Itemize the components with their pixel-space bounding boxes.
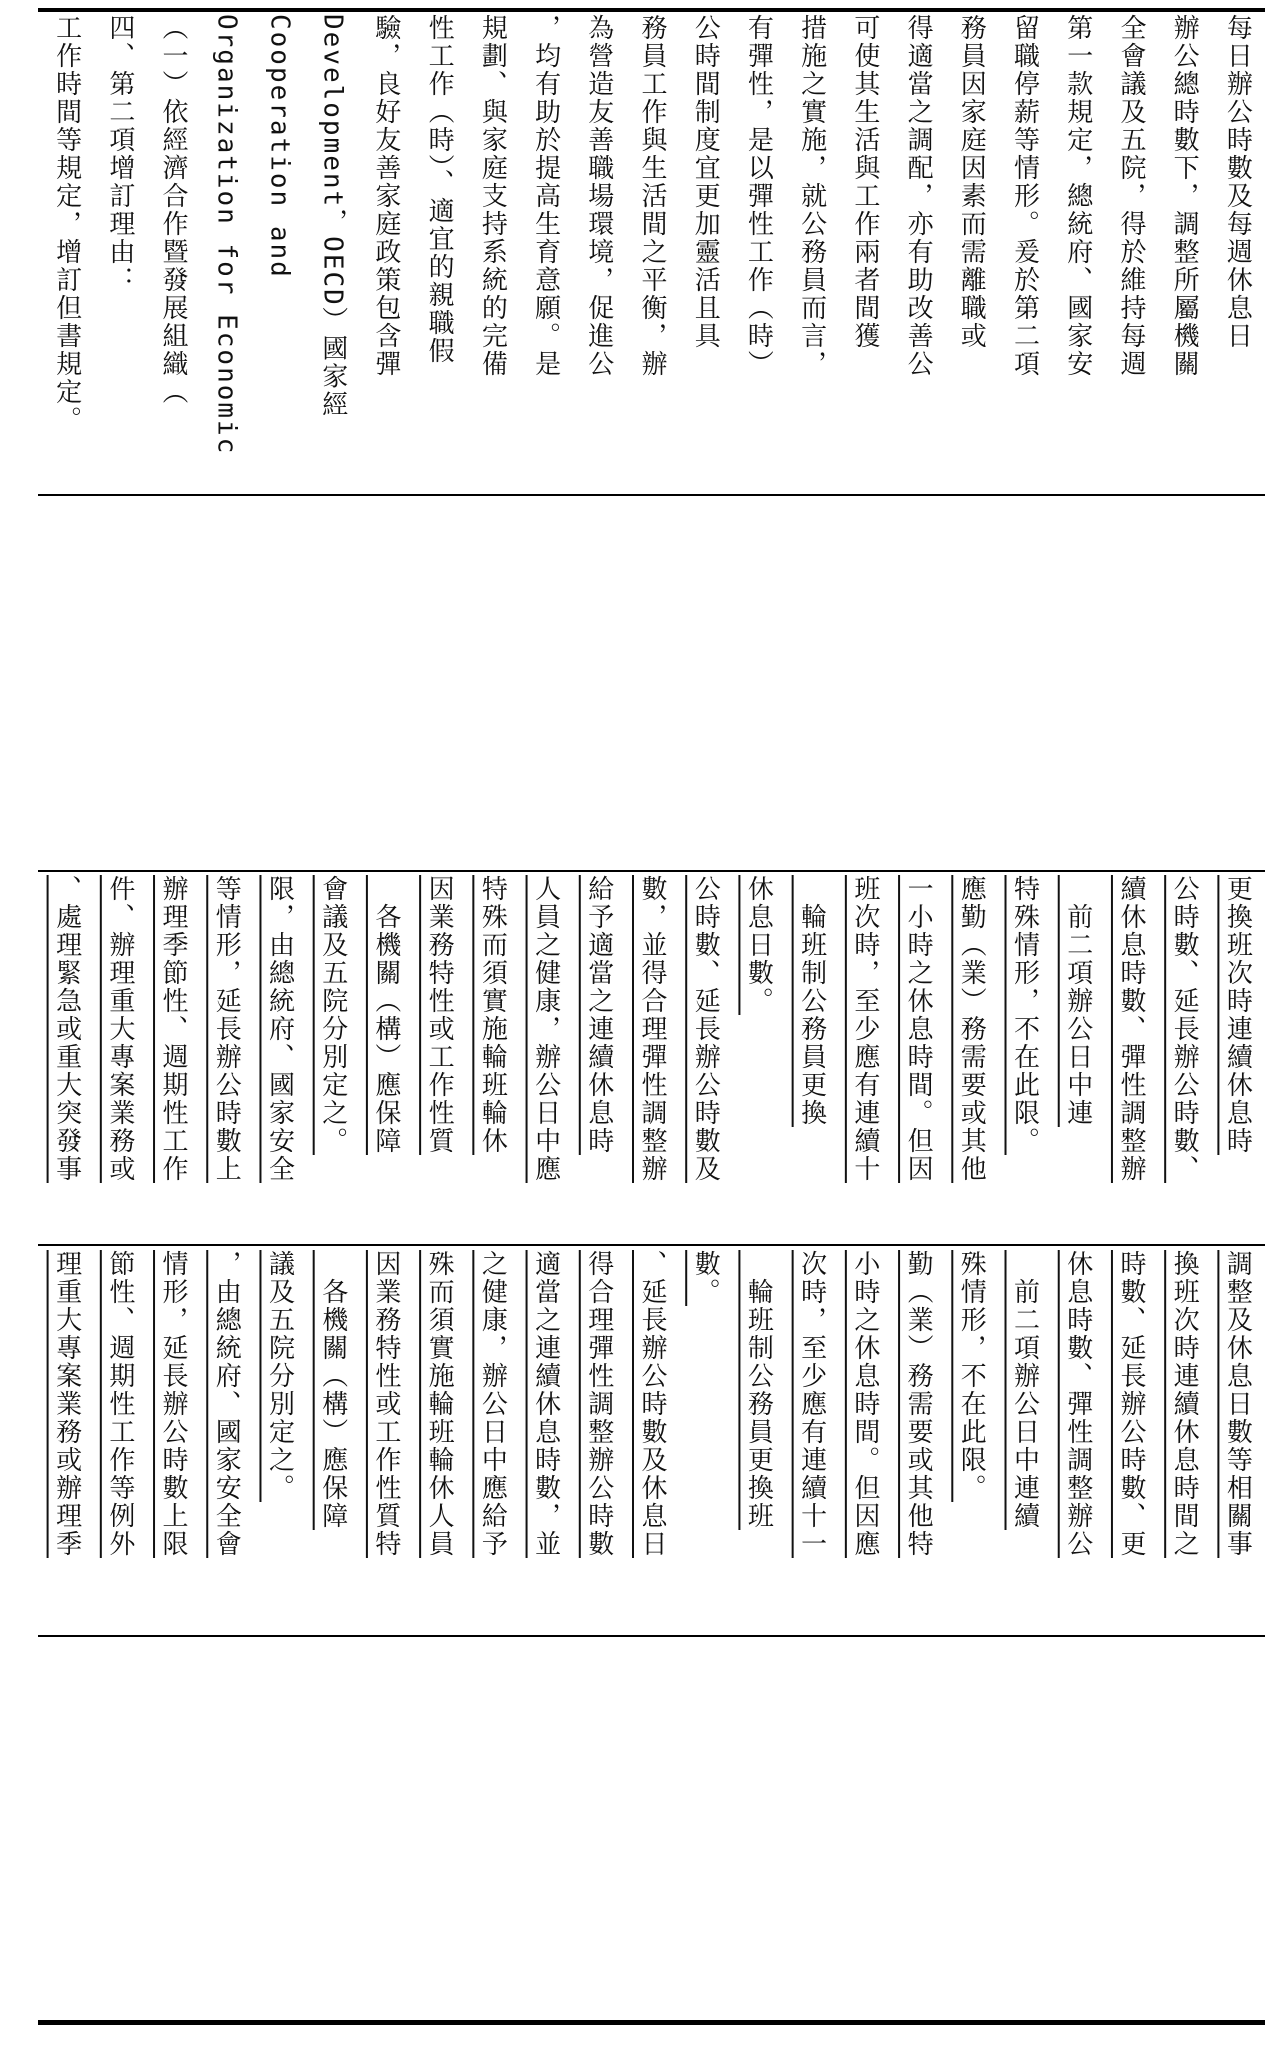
explanation-cell [40, 14, 1264, 490]
text-line: 因業務特性或工作性質 [424, 875, 455, 1155]
text-line: 件、辦理重大專案業務或 [104, 875, 135, 1183]
current-text-cell [40, 1250, 1264, 1632]
text-line: 更換班次時連續休息時 [1222, 875, 1253, 1155]
text-line: 工作時間等規定，增訂但書規定。 [51, 14, 82, 434]
text-line: 各機關（構）應保障 [317, 1250, 348, 1530]
text-line: 第一款規定，總統府、國家安 [1062, 14, 1093, 378]
text-line: 數，並得合理彈性調整辦 [637, 875, 667, 1183]
text-line: 理重大專案業務或辦理季 [51, 1250, 82, 1558]
text-line: 給予適當之連續休息時 [583, 875, 614, 1155]
text-line: 輪班制公務員更換 [796, 875, 827, 1127]
text-line: 人員之健康，辦公日中應 [530, 875, 561, 1183]
text-line: （一）依經濟合作暨發展組織（ [158, 14, 189, 406]
text-line: 因業務特性或工作性質特 [370, 1250, 401, 1558]
text-line: 前二項辦公日中連 [1062, 875, 1093, 1127]
text-line: 、處理緊急或重大突發事 [51, 875, 82, 1183]
text-line: ，均有助於提高生育意願。是 [530, 14, 561, 378]
text-line: 務員工作與生活間之平衡，辦 [637, 14, 667, 378]
section-divider-2 [38, 870, 1265, 872]
text-line: 限，由總統府、國家安全 [264, 875, 295, 1183]
text-line: 輪班制公務員更換班 [743, 1250, 774, 1530]
text-line: 各機關（構）應保障 [370, 875, 401, 1155]
text-line: 之健康，辦公日中應給予 [477, 1250, 508, 1558]
text-line: 應勤（業）務需要或其他 [956, 875, 987, 1183]
text-line: Development，OECD）國家經 [317, 14, 348, 419]
text-line: 情形，延長辦公時數上限 [158, 1250, 189, 1558]
text-line: 前二項辦公日中連續 [1009, 1250, 1040, 1530]
text-line: 會議及五院分別定之。 [317, 875, 348, 1155]
text-line: 有彈性，是以彈性工作（時） [743, 14, 774, 378]
text-line: 性工作（時）、適宜的親職假 [424, 14, 455, 365]
text-line: 措施之實施，就公務員而言， [796, 14, 827, 378]
text-line: 特殊情形，不在此限。 [1009, 875, 1040, 1155]
text-line: 數。 [690, 1250, 721, 1306]
text-line: 每日辦公時數及每週休息日 [1222, 14, 1253, 350]
text-line: 節性、週期性工作等例外 [104, 1250, 135, 1558]
text-line: 公時間制度宜更加靈活且具 [690, 14, 721, 350]
text-line: 殊情形，不在此限。 [956, 1250, 987, 1502]
text-line: 驗，良好友善家庭政策包含彈 [370, 14, 401, 378]
text-line: 次時，至少應有連續十一 [796, 1250, 827, 1558]
text-line: Cooperation and [264, 14, 295, 279]
text-line: 換班次時連續休息時間之 [1169, 1250, 1200, 1558]
text-line: 公時數、延長辦公時數及 [690, 875, 721, 1183]
text-line: 可使其生活與工作兩者間獲 [849, 14, 880, 350]
text-line: 等情形，延長辦公時數上 [211, 875, 242, 1183]
text-line: 辦公總時數下，調整所屬機關 [1169, 14, 1200, 378]
text-line: 休息時數、彈性調整辦公 [1062, 1250, 1093, 1558]
section-divider-1 [38, 494, 1265, 496]
text-line: 、延長辦公時數及休息日 [637, 1250, 667, 1558]
text-line: 辦理季節性、週期性工作 [158, 875, 189, 1183]
text-line: 班次時，至少應有連續十 [849, 875, 880, 1183]
text-line: 得合理彈性調整辦公時數 [583, 1250, 614, 1558]
text-line: 小時之休息時間。但因應 [849, 1250, 880, 1558]
text-line: 務員因家庭因素而需離職或 [956, 14, 987, 350]
top-border-rule [38, 8, 1265, 12]
text-line: Organization for Economic [211, 14, 242, 456]
text-line: 勤（業）務需要或其他特 [903, 1250, 934, 1558]
text-line: 留職停薪等情形。爰於第二項 [1009, 14, 1040, 378]
text-line: 一小時之休息時間。但因 [903, 875, 934, 1183]
text-line: 全會議及五院，得於維持每週 [1115, 14, 1146, 378]
text-line: 公時數、延長辦公時數、 [1169, 875, 1200, 1183]
section-divider-4 [38, 1635, 1265, 1637]
text-line: 議及五院分別定之。 [264, 1250, 295, 1502]
text-line: 時數、延長辦公時數、更 [1115, 1250, 1146, 1558]
text-line: 四、第二項增訂理由： [104, 14, 135, 294]
text-line: 休息日數。 [743, 875, 774, 1015]
text-line: 得適當之調配，亦有助改善公 [903, 14, 934, 378]
text-line: ，由總統府、國家安全會 [211, 1250, 242, 1558]
text-line: 特殊而須實施輪班輪休 [477, 875, 508, 1155]
bottom-border-rule [38, 2020, 1265, 2025]
text-line: 續休息時數、彈性調整辦 [1115, 875, 1146, 1183]
text-line: 為營造友善職場環境，促進公 [583, 14, 614, 378]
text-line: 規劃、與家庭支持系統的完備 [477, 14, 508, 378]
amended-text-cell [40, 875, 1264, 1241]
text-line: 調整及休息日數等相關事 [1222, 1250, 1253, 1558]
text-line: 適當之連續休息時數，並 [530, 1250, 561, 1558]
section-divider-3 [38, 1244, 1265, 1246]
text-line: 殊而須實施輪班輪休人員 [424, 1250, 455, 1558]
